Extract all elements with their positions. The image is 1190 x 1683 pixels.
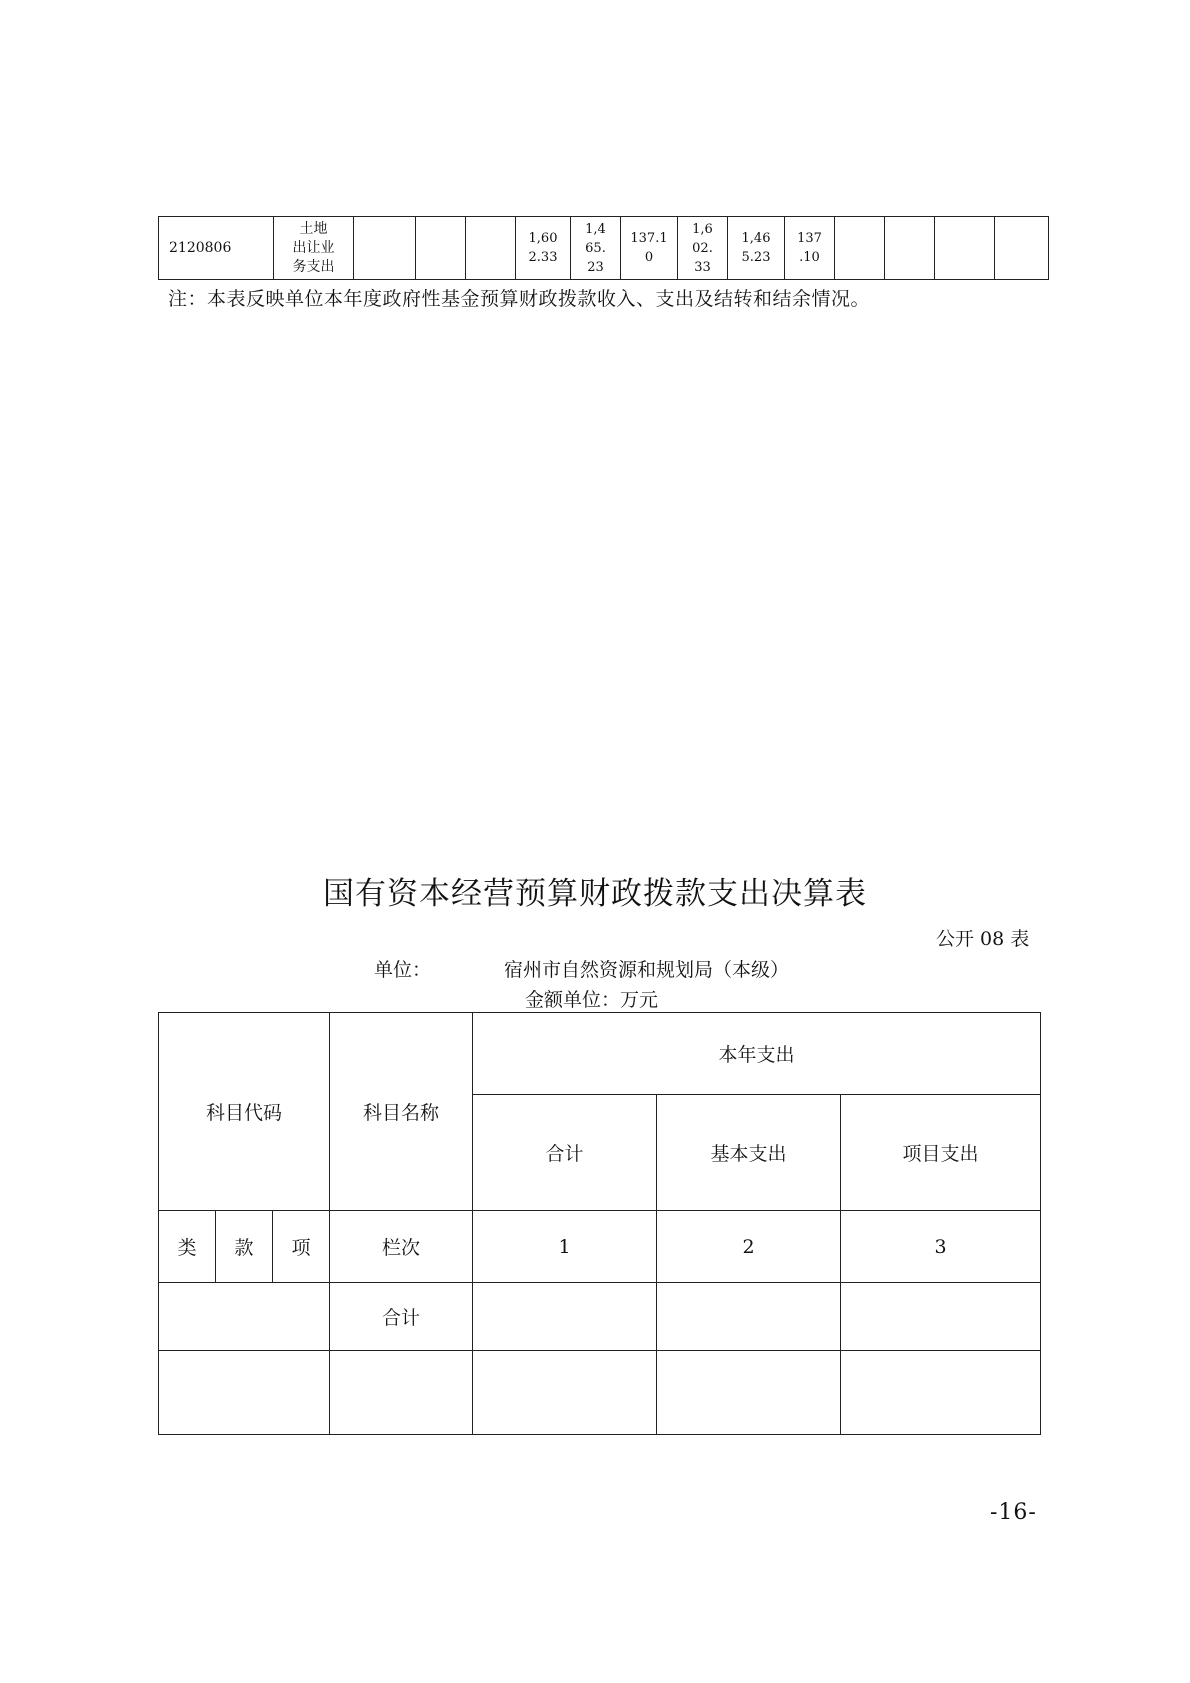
table-cell [354, 217, 416, 280]
table-cell [885, 217, 935, 280]
table-cell: 137.1 0 [621, 217, 678, 280]
table-cell [841, 1351, 1041, 1435]
subject-name-cell: 土地 出让业 务支出 [274, 217, 354, 280]
table-cell [835, 217, 885, 280]
current-year-header: 本年支出 [473, 1013, 1041, 1095]
table-cell [159, 1351, 330, 1435]
table-cell: 1,6 02. 33 [678, 217, 728, 280]
table-row [159, 1351, 1041, 1435]
item-cell: 项 [273, 1211, 330, 1283]
project-value [841, 1283, 1041, 1351]
table-cell [473, 1351, 657, 1435]
subject-code-cell: 2120806 [159, 217, 274, 280]
form-number: 公开 08 表 [936, 928, 1030, 950]
table-row [159, 217, 1049, 280]
subject-name-header: 科目名称 [330, 1013, 473, 1211]
table-cell: 137 .10 [785, 217, 835, 280]
category-cell: 类 [159, 1211, 216, 1283]
total-value [473, 1283, 657, 1351]
table-cell [466, 217, 516, 280]
total-header: 合计 [473, 1095, 657, 1211]
basic-value [657, 1283, 841, 1351]
project-expense-header: 项目支出 [841, 1095, 1041, 1211]
table-note: 注：本表反映单位本年度政府性基金预算财政拨款收入、支出及结转和结余情况。 [168, 288, 871, 310]
previous-table [158, 216, 1049, 280]
column-index-1: 1 [473, 1211, 657, 1283]
table-cell [416, 217, 466, 280]
table-cell: 1,46 5.23 [728, 217, 785, 280]
subject-code-header: 科目代码 [159, 1013, 330, 1211]
table-cell: 1,4 65. 23 [571, 217, 621, 280]
column-index-2: 2 [657, 1211, 841, 1283]
unit-label: 单位： [374, 959, 432, 981]
budget-table [158, 1012, 1041, 1435]
page-title: 国有资本经营预算财政拨款支出决算表 [323, 876, 867, 912]
table-cell [995, 217, 1049, 280]
table-cell [330, 1351, 473, 1435]
unit-value: 宿州市自然资源和规划局（本级） [504, 959, 790, 981]
column-index-label: 栏次 [330, 1211, 473, 1283]
section-cell: 款 [216, 1211, 273, 1283]
basic-expense-header: 基本支出 [657, 1095, 841, 1211]
amount-unit: 金额单位：万元 [525, 989, 659, 1011]
index-row [159, 1211, 1041, 1283]
table-cell [935, 217, 995, 280]
total-row [159, 1283, 1041, 1351]
total-code-cell [159, 1283, 330, 1351]
table-cell: 1,60 2.33 [516, 217, 571, 280]
header-row [159, 1013, 1041, 1095]
column-index-3: 3 [841, 1211, 1041, 1283]
table-cell [657, 1351, 841, 1435]
total-label: 合计 [330, 1283, 473, 1351]
page-number: -16- [990, 1500, 1037, 1525]
